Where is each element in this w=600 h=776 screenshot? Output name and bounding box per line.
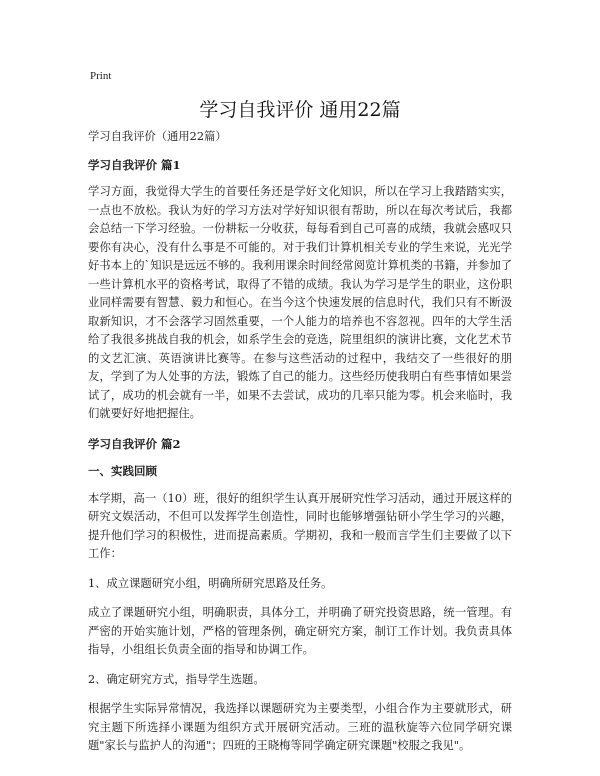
paragraph: 2、确定研究方式，指导学生选题。 <box>88 672 265 686</box>
section-subheading: 一、实践回顾 <box>88 464 157 478</box>
document-title: 学习自我评价 通用22篇 <box>199 99 401 121</box>
paragraph: 成立了课题研究小组，明确职责，具体分工，并明确了研究投资思路，统一管理。有严密的开始实施计划，严格的管理条例，确定研究方案，制订工作计划。我负责具体指导，小组组长负责全面的指导和协调工作。 <box>88 606 512 656</box>
document-subtitle: 学习自我评价（通用22篇） <box>88 130 227 143</box>
print-label: Print <box>90 70 112 82</box>
paragraph: 学习方面，我觉得大学生的首要任务还是学好文化知识，所以在学习上我踏踏实实，一点也不放松。我认为好的学习方法对学好知识很有帮助，所以在每次考试后，我都会总结一下学习经验。一份耕耘一分收获，每每看到自己可喜的成绩，我就会感叹只要你有决心，没有什么事是不可能的。对于我们计算机相关专业的学生来说，光光学好书本上的`知识是远远不够的。我利用课余时间经常阅览计算机类的书籍，并参加了一些计算机水平的资格考试，取得了不错的成绩。我认为学习是学生的职业，这份职业同样需要有智慧、毅力和恒心。在当今这个快速发展的信息时代，我们只有不断汲取新知识，才不会落学习固然重要，一个人能力的培养也不容忽视。四年的大学生活给了我很多挑战自我的机会，如系学生会的竞选，院里组织的演讲比赛，文化艺术节的文艺汇演、英语演讲比赛等。在参与这些活动的过程中，我结交了一些很好的朋友，学到了为人处事的方法，锻炼了自己的能力。这些经历使我明白有些事情如果尝试了，成功的机会就有一半，如果不去尝试，成功的几率只能为零。机会来临时，我们就要好好地把握住。 <box>88 185 512 420</box>
paragraph: 1、成立课题研究小组，明确所研究思路及任务。 <box>88 576 333 590</box>
section-heading: 学习自我评价 篇2 <box>88 436 181 451</box>
paragraph: 根据学生实际异常情况，我选择以课题研究为主要类型，小组合作为主要就形式，研究主题下所选择小课题为组织方式开展研究活动。三班的温秋旋等六位同学研究课题"家长与监护人的沟通"；四班的王晓梅等同学确定研究课题"校服之我见"。 <box>88 702 512 752</box>
document-body <box>88 128 512 767</box>
paragraph: 本学期，高一（10）班，很好的组织学生认真开展研究性学习活动，通过开展这样的研究文娱活动，不但可以发挥学生创造性，同时也能够增强钻研小学生学习的兴趣，提升他们学习的积极性，进而提高素质。学期初，我和一般而言学生们主要做了以下工作： <box>88 491 512 560</box>
section-heading: 学习自我评价 篇1 <box>88 157 181 172</box>
